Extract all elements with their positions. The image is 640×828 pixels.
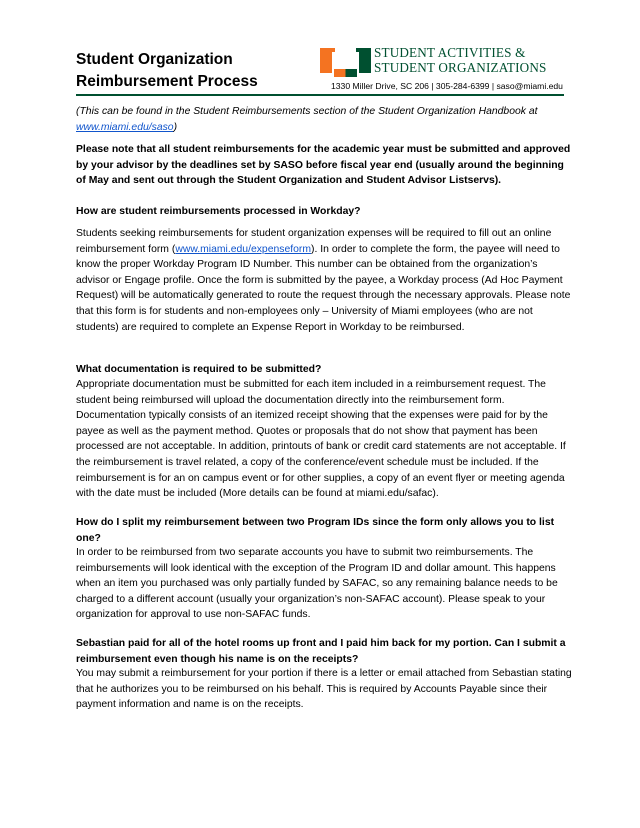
saso-link[interactable]: www.miami.edu/saso (76, 121, 174, 133)
section-1-body-pre: Students seeking reimbursements for student organization expenses will be required to fill out an online reimbursement form ( (76, 228, 552, 255)
intro-end: ) (173, 121, 178, 133)
deadline-notice: Please note that all student reimbursements for the academic year must be submitted and approved by your advisor by the deadlines set by SASO before fiscal year end (usually around the beginning of May and sent out through the Student Organization and Student Advisor Listservs). (76, 144, 571, 187)
logo-line-2: STUDENT ORGANIZATIONS (374, 60, 547, 75)
intro-text: (This can be found in the Student Reimbursements section of the Student Organization Handbook at (76, 106, 538, 117)
section-4-heading: Sebastian paid for all of the hotel rooms up front and I paid him back for my portion. Can I submit a reimbursement even though his name is on the receipts? (76, 638, 566, 665)
section-1-heading: How are student reimbursements processed in Workday? (76, 206, 361, 217)
title-line-2: Reimbursement Process (76, 73, 258, 90)
expense-form-link[interactable]: www.miami.edu/expenseform (175, 243, 312, 255)
section-3-body: In order to be reimbursed from two separate accounts you have to submit two reimbursements. The reimbursements will look identical with the exception of the Program ID and dollar amount. This happens when an item you purchased was only partially funded by SAFAC, so any remaining balance needs to be charged to a different account (usually your organization’s non-SAFAC account). Please speak to your organization for approval to use non-SAFAC funds. (76, 547, 558, 621)
university-u-logo-icon (320, 48, 371, 78)
section-3-heading: How do I split my reimbursement between two Program IDs since the form only allows you to list one? (76, 517, 555, 544)
saso-logo (320, 45, 568, 81)
header-divider (76, 94, 564, 96)
logo-wordmark (374, 45, 547, 75)
section-1-body (76, 226, 572, 335)
title-line-1: Student Organization (76, 51, 233, 68)
section-4-body: You may submit a reimbursement for your portion if there is a letter or email attached from Sebastian stating that he authorizes you to be reimbursed on his behalf. This is required by Accounts Payable since their payment information and name is on the receipts. (76, 668, 572, 711)
section-2-body: Appropriate documentation must be submitted for each item included in a reimbursement request. The student being reimbursed will upload the documentation directly into the reimbursement form. Documentation typically consists of an itemized receipt showing that the expenses were paid for by the payee as well as the payment method. Quotes or proposals that do not show that payment has been processed are not acceptable. In addition, printouts of bank or credit card statements are not acceptable. If the reimbursement is travel related, a copy of the conference/event schedule must be included. If the reimbursement is for an on campus event or for other supplies, a copy of an event flyer or meeting agenda with the date must be included (More details can be found at miami.edu/safac). (76, 379, 566, 500)
document-title (76, 49, 258, 93)
section-2-heading: What documentation is required to be submitted? (76, 364, 322, 375)
intro-note (76, 104, 572, 135)
contact-address: 1330 Miller Drive, SC 206 | 305-284-6399 | saso@miami.edu (331, 81, 563, 91)
section-1-body-post: ). In order to complete the form, the payee will need to know the proper Workday Program ID Number. This number can be obtained from the organization’s advisor or Engage profile. Once the form is submitted by the payee, a Workday process (Ad Hoc Payment Request) will be automatically generated to route the request through the necessary approvals. Please note that this form is for students and non-employees only – University of Miami employees (who are not students) are required to complete an Expense Report in Workday to be reimbursed. (76, 243, 571, 333)
logo-line-1: STUDENT ACTIVITIES & (374, 45, 526, 60)
